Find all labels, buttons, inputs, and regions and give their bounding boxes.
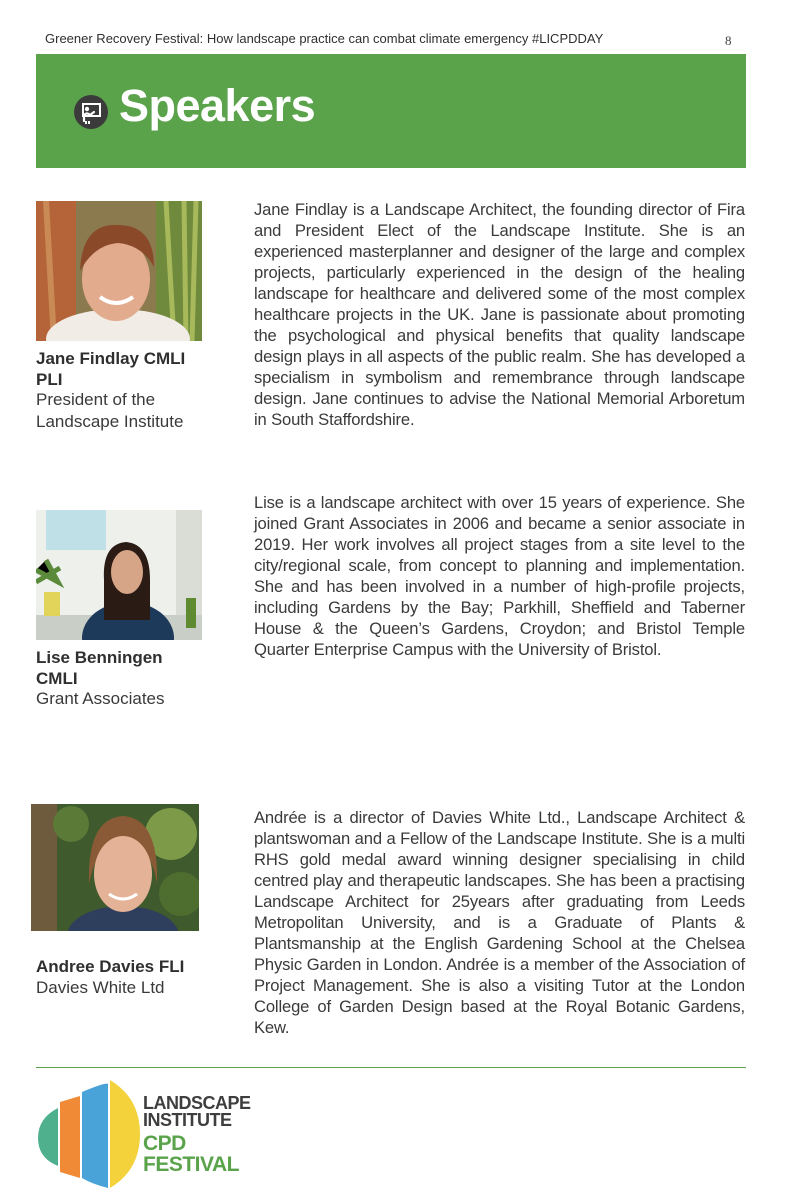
- page-number: 8: [725, 33, 732, 48]
- speaker-role: [36, 688, 165, 710]
- speaker-role-line: Grant Associates: [36, 689, 165, 708]
- cpd-festival-logo-mark: [36, 1078, 140, 1190]
- speaker-bio: Lise is a landscape architect with over 15 years of experience. She joined Grant Associates in 2006 and became a senior associate in 2019. Her work involves all project stages from a site level to the city/regional scale, from concept to planning and implementation. She and has been involved in a number of high-profile projects, including Gardens by the Bay; Parkhill, Sheffield and Taberner House & the Queen’s Gardens, Croydon; and Bristol Temple Quarter Enterprise Campus with the University of Bristol.: [254, 493, 745, 659]
- speaker-name: [36, 647, 163, 689]
- speaker-bio: Andrée is a director of Davies White Ltd., Landscape Architect & plantswoman and a Fellow of the Landscape Institute. She is a multi RHS gold medal award winning designer specialising in child centred play and therapeutic landscapes. She has been a practising Landscape Architect for 25years after graduating from Leeds Metropolitan University, and is a Graduate of Plants & Plantsmanship at the English Gardening School at the Chelsea Physic Garden in London. Andrée is a member of the Association of Project Management. She is also a visiting Tutor at the London College of Garden Design based at the Royal Botanic Gardens, Kew.: [254, 808, 745, 1037]
- speaker-role-line: Landscape Institute: [36, 412, 184, 431]
- speaker-photo-lise-benningen: [36, 510, 202, 640]
- speaker-role: [36, 389, 183, 433]
- speaker-name-line: Lise Benningen: [36, 648, 163, 667]
- speaker-role-line: Davies White Ltd: [36, 978, 165, 997]
- speaker-name: [36, 956, 184, 977]
- logo-line-landscape: LANDSCAPE: [143, 1093, 251, 1113]
- logo-line-festival: FESTIVAL: [143, 1153, 239, 1176]
- speaker-name-line: Andree Davies FLI: [36, 957, 185, 976]
- speaker-photo-andree-davies: [31, 804, 199, 931]
- speaker-name-line: Jane Findlay CMLI: [36, 349, 186, 368]
- page-title: Speakers: [119, 80, 316, 131]
- speaker-role-line: President of the: [36, 390, 156, 409]
- speaker-photo-jane-findlay: [36, 201, 202, 341]
- speaker-name-line: PLI: [36, 370, 63, 389]
- speaker-bio: Jane Findlay is a Landscape Architect, the founding director of Fira and President Elect of the Landscape Institute. She is an experienced masterplanner and designer of the large and complex projects, particularly experienced in the design of the healing landscape for healthcare and delivered some of the most complex healthcare projects in the UK. Jane is passionate about promoting the psychological and physical benefits that quality landscape design plays in all aspects of the public realm. She has developed a specialism in symbolism and remembrance through landscape design. Jane continues to advise the National Memorial Arboretum in South Staffordshire.: [254, 200, 745, 429]
- footer-divider: [36, 1067, 746, 1068]
- running-title: Greener Recovery Festival: How landscape practice can combat climate emergency #LICPDDAY: [45, 31, 604, 46]
- speaker-name: [36, 348, 185, 390]
- presenter-icon: [74, 95, 108, 129]
- logo-line-cpd: CPD: [143, 1132, 186, 1155]
- speaker-role: [36, 977, 165, 999]
- speaker-name-line: CMLI: [36, 669, 78, 688]
- logo-line-institute: INSTITUTE: [143, 1110, 232, 1130]
